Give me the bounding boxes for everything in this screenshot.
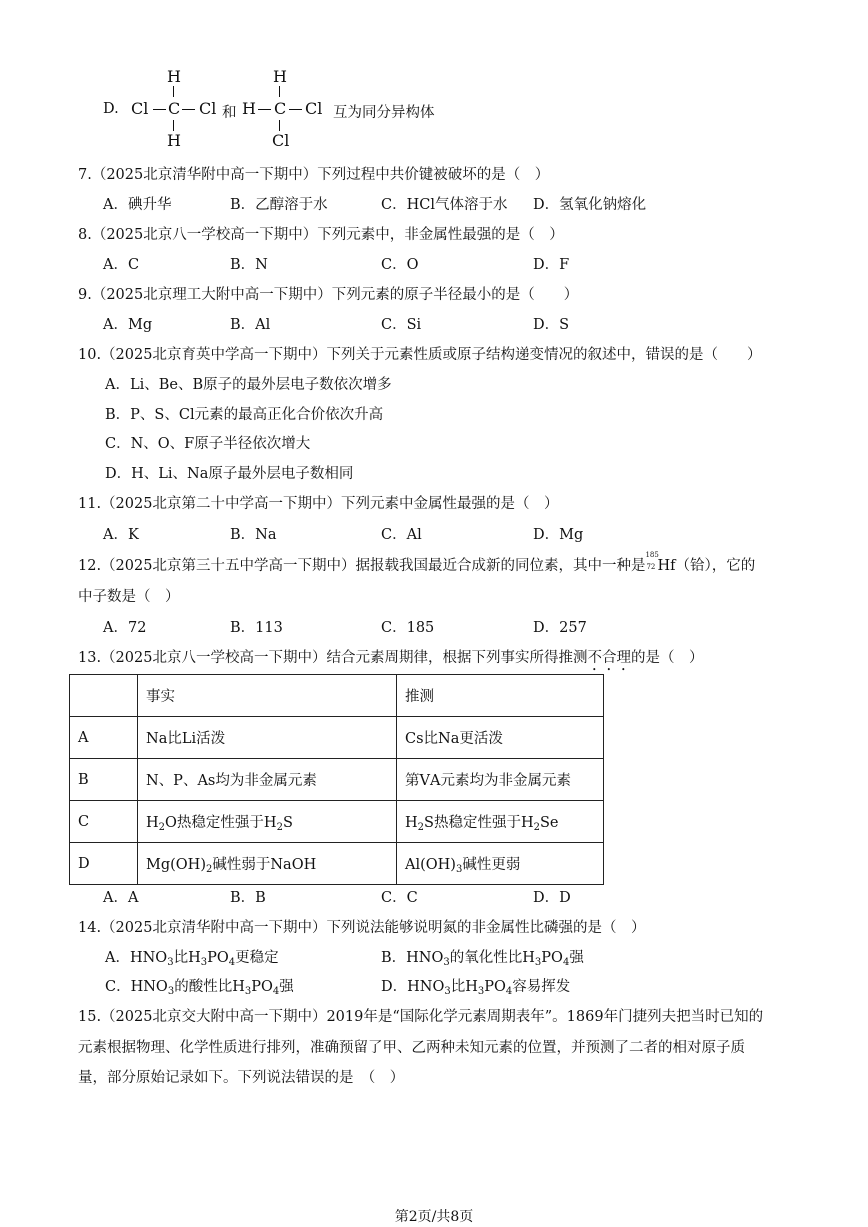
- mol1-bond-top: [173, 86, 174, 97]
- mol1-right-atom: Cl: [199, 99, 217, 118]
- q11-option-d: D．Mg: [533, 527, 584, 543]
- question-12-stem: [78, 551, 756, 575]
- mol1-left-atom: Cl: [131, 99, 149, 118]
- question-8-stem: 8.（2025北京八一学校高一下期中）下列元素中，非金属性最强的是（ ）: [78, 227, 564, 243]
- question-15-line2: 元素根据物理、化学性质进行排列，准确预留了甲、乙两种未知元素的位置，并预测了二者的相对原子质: [78, 1040, 745, 1056]
- q13-stem-end: 的是（ ）: [630, 650, 704, 666]
- q11-option-a: A．K: [103, 527, 139, 543]
- question-15-line1: 15.（2025北京交大附中高一下期中）2019年是“国际化学元素周期表年”。1869年门捷列夫把当时已知的: [78, 1009, 764, 1025]
- table-header-cell: [70, 675, 138, 717]
- mol1-center-atom: C: [168, 99, 181, 118]
- isotope-mass-number: 185: [645, 551, 659, 559]
- mol2-center-atom: C: [274, 99, 287, 118]
- q13-option-a: A．A: [103, 890, 139, 906]
- q12-option-c: C．185: [381, 620, 435, 636]
- question-15-line3: 量，部分原始记录如下。下列说法错误的是 （ ）: [78, 1070, 405, 1086]
- q12-option-a: A．72: [103, 620, 147, 636]
- q8-option-a: A．C: [103, 257, 140, 273]
- q12-option-d: D．257: [533, 620, 587, 636]
- table-cell: $Mg(OH)_2$碱性弱于NaOH: [138, 843, 397, 885]
- mol2-top-atom: H: [273, 67, 287, 86]
- table-header-cell: 推测: [397, 675, 604, 717]
- table-cell: $H_2O$热稳定性强于$H_2S$: [138, 801, 397, 843]
- option-tail: 互为同分异构体: [333, 105, 435, 121]
- mol1-bottom-atom: H: [167, 131, 181, 150]
- q13-option-d: D．D: [533, 890, 571, 906]
- q11-option-b: B．Na: [230, 527, 277, 543]
- q14-option-b: B．$HNO_3$的氧化性比$H_3PO_4$强: [381, 950, 584, 968]
- table-cell: N、P、As均为非金属元素: [138, 759, 397, 801]
- mol2-left-atom: H: [242, 99, 256, 118]
- q14-option-d: D．$HNO_3$比$H_3PO_4$容易挥发: [381, 979, 571, 997]
- q12-option-b: B．113: [230, 620, 283, 636]
- mol2-bottom-atom: Cl: [272, 131, 290, 150]
- table-row: [70, 843, 604, 885]
- q13-stem-start: 13.（2025北京八一学校高一下期中）结合元素周期律，根据下列事实所得推测: [78, 650, 588, 666]
- table-cell: C: [70, 801, 138, 843]
- mol2-bond-bottom: [279, 120, 280, 131]
- table-row: [70, 717, 604, 759]
- q8-option-d: D．F: [533, 257, 570, 273]
- question-13-stem: [78, 646, 703, 674]
- q9-option-b: B．Al: [230, 317, 271, 333]
- mol2-right-atom: Cl: [305, 99, 323, 118]
- q13-emphasis-text: 不合理: [587, 650, 631, 666]
- question-12-stem-line2: 中子数是（ ）: [78, 589, 180, 605]
- table-header-row: [70, 675, 604, 717]
- q14-option-a: A．$HNO_3$比$H_3PO_4$更稳定: [105, 950, 279, 968]
- q8-option-c: C．O: [381, 257, 419, 273]
- mol1-bond-right: [182, 109, 195, 110]
- question-11-stem: 11.（2025北京第二十中学高一下期中）下列元素中金属性最强的是（ ）: [78, 496, 559, 512]
- q13-option-b: B．B: [230, 890, 266, 906]
- q7-option-a: A．碘升华: [103, 197, 172, 213]
- table-cell: Cs比Na更活泼: [397, 717, 604, 759]
- q12-stem-end: （铪），它的: [675, 558, 756, 574]
- isotope-symbol: Hf: [657, 558, 676, 574]
- question-10-stem: 10.（2025北京育英中学高一下期中）下列关于元素性质或原子结构递变情况的叙述中，错误的是（ ）: [78, 347, 762, 363]
- page-footer: 第2页/共8页: [394, 1209, 474, 1225]
- facts-table: [69, 674, 604, 885]
- mol2-bond-right: [289, 109, 302, 110]
- q14-option-c: C．$HNO_3$的酸性比$H_3PO_4$强: [105, 979, 294, 997]
- q7-option-c: C．HCl气体溶于水: [381, 197, 508, 213]
- q10-option-b: B．P、S、Cl元素的最高正化合价依次升高: [105, 407, 384, 423]
- mol1-bond-left: [153, 109, 166, 110]
- isotope-atomic-number: 72: [646, 563, 656, 571]
- table-cell: A: [70, 717, 138, 759]
- connector-text: 和: [222, 105, 237, 121]
- question-14-stem: 14.（2025北京清华附中高一下期中）下列说法能够说明氮的非金属性比磷强的是（ ）: [78, 920, 646, 936]
- table-cell: $Al(OH)_3$碱性更弱: [397, 843, 604, 885]
- table-header-cell: 事实: [138, 675, 397, 717]
- table-cell: B: [70, 759, 138, 801]
- question-9-stem: 9.（2025北京理工大附中高一下期中）下列元素的原子半径最小的是（ ）: [78, 287, 579, 303]
- q8-option-b: B．N: [230, 257, 268, 273]
- mol2-bond-top: [279, 86, 280, 97]
- table-cell: 第ⅤA元素均为非金属元素: [397, 759, 604, 801]
- q13-option-c: C．C: [381, 890, 418, 906]
- q12-stem-start: 12.（2025北京第三十五中学高一下期中）据报载我国最近合成新的同位素，其中一种是: [78, 558, 646, 574]
- mol2-bond-left: [258, 109, 271, 110]
- q9-option-c: C．Si: [381, 317, 422, 333]
- q9-option-d: D．S: [533, 317, 570, 333]
- table-cell: D: [70, 843, 138, 885]
- q11-option-c: C．Al: [381, 527, 422, 543]
- q7-option-d: D．氢氧化钠熔化: [533, 197, 647, 213]
- option-label: D.: [103, 101, 119, 117]
- q10-option-d: D．H、Li、Na原子最外层电子数相同: [105, 466, 354, 482]
- table-row: [70, 801, 604, 843]
- table-row: [70, 759, 604, 801]
- mol1-bond-bottom: [173, 120, 174, 131]
- table-cell: Na比Li活泼: [138, 717, 397, 759]
- table-cell: $H_2S$热稳定性强于$H_2Se$: [397, 801, 604, 843]
- q10-option-c: C．N、O、F原子半径依次增大: [105, 436, 311, 452]
- question-7-stem: 7.（2025北京清华附中高一下期中）下列过程中共价键被破坏的是（ ）: [78, 167, 550, 183]
- q7-option-b: B．乙醇溶于水: [230, 197, 328, 213]
- isotope-notation: [645, 551, 659, 572]
- q10-option-a: A．Li、Be、B原子的最外层电子数依次增多: [105, 377, 392, 393]
- q9-option-a: A．Mg: [103, 317, 153, 333]
- mol1-top-atom: H: [167, 67, 181, 86]
